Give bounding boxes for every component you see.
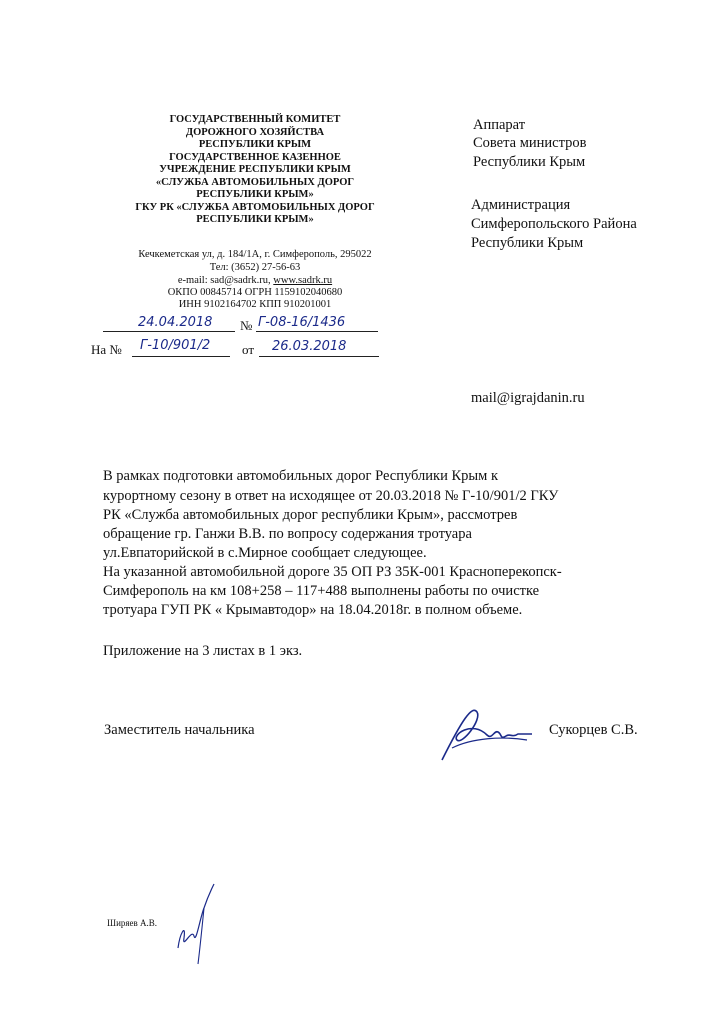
ref-date-underline <box>259 356 379 357</box>
body-line: тротуара ГУП РК « Крымавтодор» на 18.04.2018г. в полном объеме. <box>103 602 523 618</box>
org-name-line: ДОРОЖНОГО ХОЗЯЙСТВА <box>185 126 325 138</box>
executor-signature-scribble <box>168 878 228 968</box>
recipient-email: mail@igrajdanin.ru <box>471 390 585 406</box>
org-okpo: ОКПО 00845714 ОГРН 1159102040680 <box>167 287 343 298</box>
org-name-line: УЧРЕЖДЕНИЕ РЕСПУБЛИКИ КРЫМ <box>159 164 351 175</box>
ref-number-handwritten: Г-10/901/2 <box>140 338 211 353</box>
body-line: обращение гр. Ганжи В.В. по вопросу содержания тротуара <box>103 526 472 542</box>
attachment-note: Приложение на 3 листах в 1 экз. <box>103 643 303 659</box>
body-line: курортному сезону в ответ на исходящее от 20.03.2018 № Г-10/901/2 ГКУ <box>103 488 559 504</box>
org-phone: Тел: (3652) 27-56-63 <box>209 262 301 273</box>
org-email <box>90 275 420 287</box>
org-email-text: e-mail: sad@sadrk.ru, <box>177 275 274 286</box>
recipient-line: Аппарат <box>473 117 526 133</box>
outgoing-number-handwritten: Г-08-16/1436 <box>258 315 346 330</box>
body-line: Симферополь на км 108+258 – 117+488 выполнены работы по очистке <box>103 583 540 599</box>
date-underline <box>103 331 235 332</box>
ref-date-handwritten: 26.03.2018 <box>272 339 347 354</box>
org-name-line: РЕСПУБЛИКИ КРЫМ» <box>196 189 314 200</box>
recipient-line: Совета министров <box>473 135 587 151</box>
org-website-link[interactable]: www.sadrk.ru <box>273 275 333 286</box>
body-line: РК «Служба автомобильных дорог республики Крым», рассмотрев <box>103 507 518 523</box>
org-name-line: ГОСУДАРСТВЕННОЕ КАЗЕННОЕ <box>169 151 341 163</box>
body-line: На указанной автомобильной дороге 35 ОП РЗ 35К-001 Красноперекопск- <box>103 564 562 580</box>
recipient-line: Администрация <box>471 197 571 213</box>
org-name-line: РЕСПУБЛИКИ КРЫМ <box>198 139 312 150</box>
executor-name: Ширяев А.В. <box>107 918 158 928</box>
outgoing-date-handwritten: 24.04.2018 <box>138 315 213 330</box>
signatory-name: Сукорцев С.В. <box>549 722 638 738</box>
recipient-line: Республики Крым <box>471 235 584 251</box>
org-name-line: ГКУ РК «СЛУЖБА АВТОМОБИЛЬНЫХ ДОРОГ <box>135 201 375 213</box>
org-name-line: ГОСУДАРСТВЕННЫЙ КОМИТЕТ <box>169 114 341 125</box>
org-name-line: «СЛУЖБА АВТОМОБИЛЬНЫХ ДОРОГ <box>155 176 355 188</box>
signature-scribble <box>432 700 552 770</box>
org-name-line: РЕСПУБЛИКИ КРЫМ» <box>196 214 314 225</box>
body-line: ул.Евпаторийской в с.Мирное сообщает следующее. <box>103 545 427 561</box>
number-sign: № <box>240 318 253 333</box>
number-underline <box>256 331 378 332</box>
org-inn: ИНН 9102164702 КПП 910201001 <box>178 299 332 310</box>
ref-label: На № <box>91 342 122 357</box>
recipient-line: Республики Крым <box>473 154 586 170</box>
ref-number-underline <box>132 356 230 357</box>
org-address: Кечкеметская ул, д. 184/1А, г. Симферополь, 295022 <box>138 249 372 260</box>
signatory-position: Заместитель начальника <box>104 722 255 738</box>
recipient-line: Симферопольского Района <box>471 216 637 232</box>
body-line: В рамках подготовки автомобильных дорог Республики Крым к <box>103 468 498 484</box>
from-label: от <box>242 342 255 357</box>
